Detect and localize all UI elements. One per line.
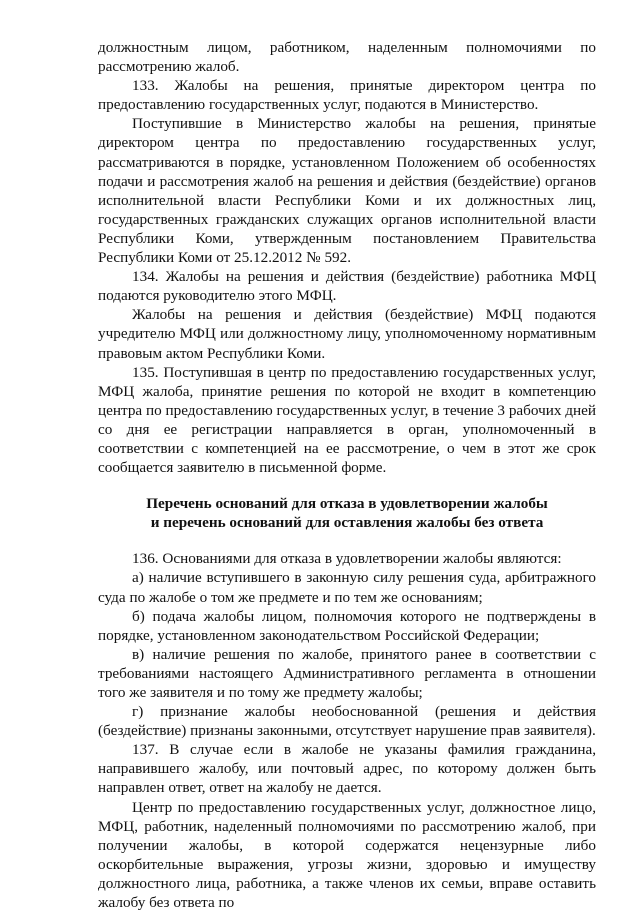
paragraph-137: 137. В случае если в жалобе не указаны фамилия гражданина, направившего жалобу, или почтовый адрес, по которому должен быть направлен ответ, ответ на жалобу не дается.: [98, 741, 596, 797]
section-heading: [98, 494, 596, 532]
paragraph-ministry-review: Поступившие в Министерство жалобы на решения, принятые директором центра по предоставлению государственных услуг, рассматриваются в порядке, установленном Положением об особенностях подачи и рассмотрения жалоб на решения и действия (бездействие) органов исполнительной власти Республики Коми и их должностных лиц, государственных гражданских служащих органов исполнительной власти Республики Коми, утвержденным постановлением Правительства Республики Коми от 25.12.2012 № 592.: [98, 115, 596, 267]
paragraph-offensive-complaints: Центр по предоставлению государственных услуг, должностное лицо, МФЦ, работник, наделенный полномочиями по рассмотрению жалоб, при получении жалобы, в которой содержатся нецензурные либо оскорбительные выражения, угрозы жизни, здоровью и имуществу должностного лица, работника, а также членов их семьи, вправе оставить жалобу без ответа по: [98, 798, 596, 912]
section-heading-line-2: и перечень оснований для оставления жалобы без ответа: [150, 514, 544, 532]
paragraph-135: 135. Поступившая в центр по предоставлению государственных услуг, МФЦ жалоба, принятие решения по которой не входит в компетенцию центра по предоставлению государственных услуг, в течение 3 рабочих дней со дня ее регистрации направляется в орган, уполномоченный в соответствии с компетенцией на ее рассмотрение, о чем в этот же срок сообщается заявителю в письменной форме.: [98, 363, 596, 477]
paragraph-mfc-complaints: Жалобы на решения и действия (бездействие) МФЦ подаются учредителю МФЦ или должностному лицу, уполномоченному нормативным правовым актом Республики Коми.: [98, 306, 596, 362]
list-item-v: в) наличие решения по жалобе, принятого ранее в соответствии с требованиями настоящего Административного регламента в отношении того же заявителя и по тому же предмету жалобы;: [98, 645, 596, 701]
paragraph-continuation: должностным лицом, работником, наделенным полномочиями по рассмотрению жалоб.: [98, 39, 596, 76]
list-item-g: г) признание жалобы необоснованной (решения и действия (бездействие) признаны законными, отсутствует нарушение прав заявителя).: [98, 703, 596, 740]
section-heading-line-1: Перечень оснований для отказа в удовлетворении жалобы: [146, 495, 548, 513]
paragraph-136: 136. Основаниями для отказа в удовлетворении жалобы являются:: [132, 550, 562, 568]
list-item-a: а) наличие вступившего в законную силу решения суда, арбитражного суда по жалобе о том же предмете и по тем же основаниям;: [98, 569, 596, 606]
paragraph-133: 133. Жалобы на решения, принятые директором центра по предоставлению государственных услуг, подаются в Министерство.: [98, 77, 596, 114]
list-item-b: б) подача жалобы лицом, полномочия которого не подтверждены в порядке, установленном законодательством Российской Федерации;: [98, 607, 596, 644]
paragraph-134: 134. Жалобы на решения и действия (бездействие) работника МФЦ подаются руководителю этого МФЦ.: [98, 268, 596, 305]
document-page: [98, 38, 596, 912]
